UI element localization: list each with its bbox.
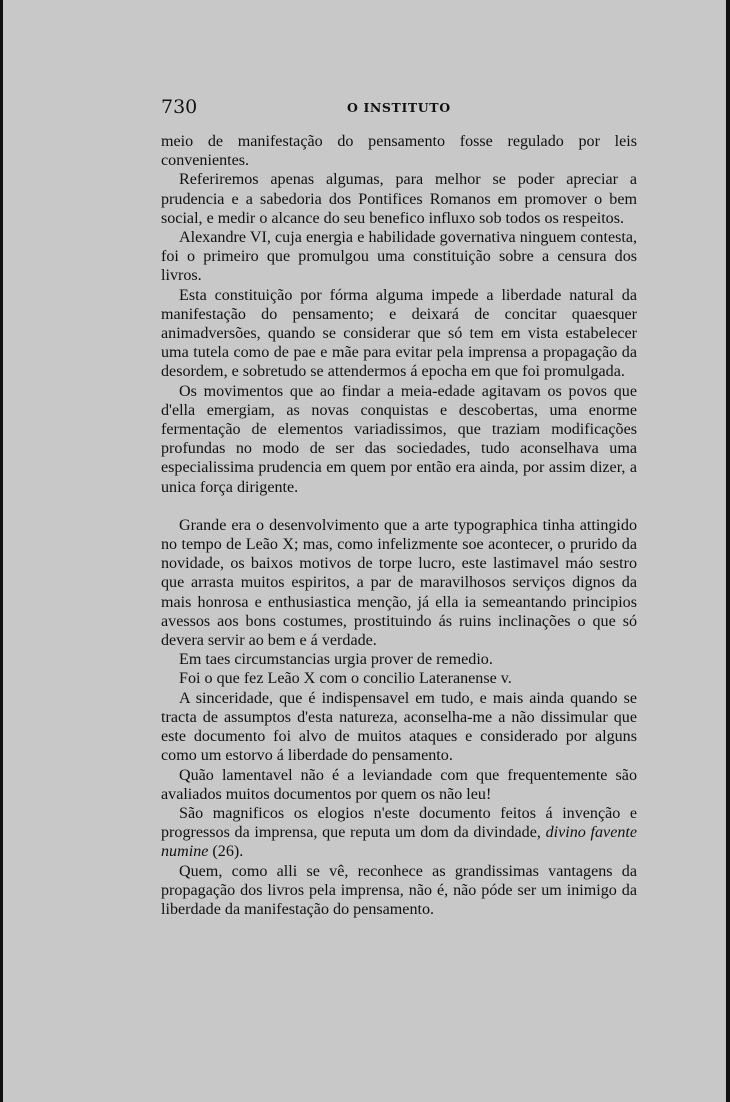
paragraph: Esta constituição por fórma alguma impede a liberdade natural da manifestação do pensamento; e deixará de concitar quaesquer animadversões, quando se considerar que só tem em vista estabelecer uma tutela como de pae e mãe para evitar pela imprensa a propagação da desordem, e sobretudo se attendermos á epocha em que foi promulgada. (161, 286, 637, 381)
paragraph: Os movimentos que ao findar a meia-edade agitavam os povos que d'ella emergiam, as novas conquistas e descobertas, uma enorme fermentação de elementos variadissimos, que traziam modificações profundas no modo de ser das sociedades, tudo aconselhava uma especialissima prudencia em quem por então era ainda, por assim dizer, a unica força dirigente. (161, 382, 637, 496)
paragraph-text: São magnificos os elogios n'este documento feitos á invenção e progressos da imprensa, que reputa um dom da divindade, (161, 804, 637, 842)
paragraph: Quão lamentavel não é a leviandade com que frequentemente são avaliados muitos documentos por quem os não leu! (161, 766, 637, 803)
body-text (161, 132, 637, 919)
paragraph: Referiremos apenas algumas, para melhor se poder apreciar a prudencia e a sabedoria dos Pontifices Romanos em promover o bem social, e medir o alcance do seu benefico influxo sob todos os respeitos. (161, 171, 637, 227)
page-number: 730 (161, 96, 198, 118)
paragraph: Alexandre VI, cuja energia e habilidade governativa ninguem contesta, foi o primeiro que promulgou uma constituição sobre a censura dos livros. (161, 229, 637, 285)
latin-phrase: divino favente numine (161, 824, 637, 861)
running-title: O INSTITUTO (347, 100, 451, 115)
paragraph: Em taes circumstancias urgia prover de remedio. (179, 651, 493, 669)
page-content (161, 96, 637, 919)
footnote-reference: (26). (208, 843, 244, 861)
paragraph: Quem, como alli se vê, reconhece as grandissimas vantagens da propagação dos livros pela imprensa, não é, não póde ser um inimigo da liberdade da manifestação do pensamento. (161, 862, 637, 918)
paragraph: Grande era o desenvolvimento que a arte typographica tinha attingido no tempo de Leão X; mas, como infelizmente soe acontecer, o prurido da novidade, os baixos motivos de torpe lucro, este lastimavel máo sestro que arrasta muitos espiritos, a par de maravilhosos serviços dignos da mais honrosa e enthusiastica menção, já ella ia semeantando principios avessos aos bons costumes, prostituindo ás ruins inclinações o que só devera servir ao bem e á verdade. (161, 516, 637, 650)
paragraph (161, 804, 637, 862)
paragraph: meio de manifestação do pensamento fosse regulado por leis convenientes. (161, 133, 637, 170)
paragraph: A sinceridade, que é indispensavel em tudo, e mais ainda quando se tracta de assumptos d'esta natureza, aconselha-me a não dissimular que este documento foi alvo de muitos ataques e considerado por alguns como um estorvo á liberdade do pensamento. (161, 689, 637, 765)
paragraph: Foi o que fez Leão X com o concilio Lateranense v. (179, 670, 512, 688)
page-header (161, 96, 637, 122)
